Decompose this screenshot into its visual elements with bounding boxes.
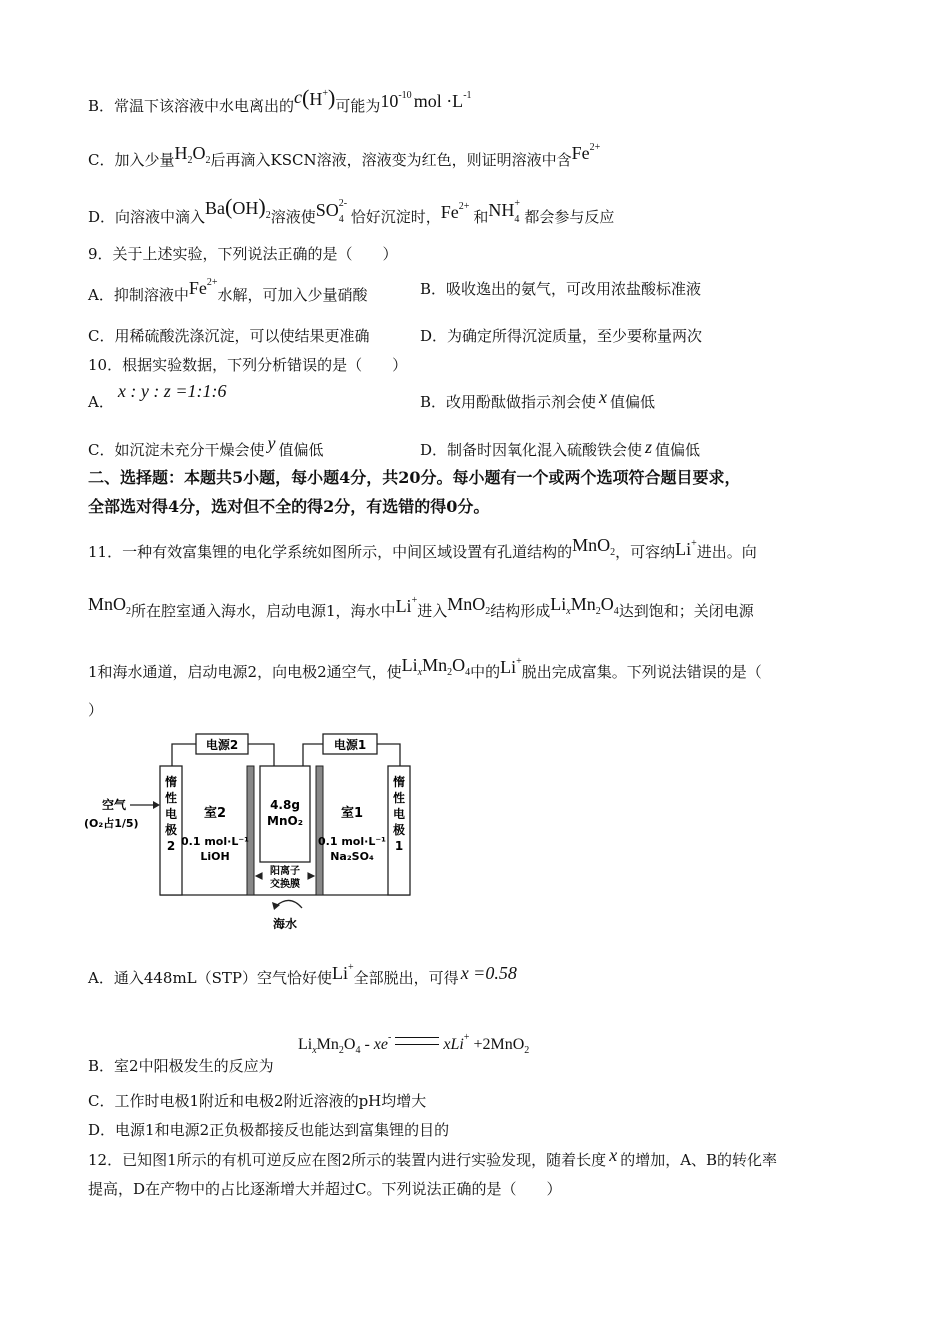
q8-option-b: B．常温下该溶液中水电离出的c(H+)可能为$10^{-10}$ mol $\cdot L^{-1}$	[88, 85, 472, 115]
room-2-concentration: 0.1 mol·L⁻¹	[181, 835, 249, 848]
electrode-1-char-1: 惰	[392, 775, 406, 789]
section-2-heading-line2: 全部选对得4分，选对但不全的得2分，有选错的得0分。	[88, 497, 490, 516]
q11-option-b: B．室2中阳极发生的反应为	[88, 1057, 274, 1075]
seawater-curve-arrow	[276, 900, 302, 908]
cation-exchange-membrane-left	[247, 766, 254, 895]
membrane-arrow-right	[308, 873, 314, 879]
room-1-label: 室1	[340, 806, 364, 821]
room-2-solution: LiOH	[200, 850, 230, 863]
q11-stem-line4: ）	[88, 701, 104, 719]
q11-option-d: D．电源1和电源2正负极都接反也能达到富集锂的目的	[88, 1121, 450, 1139]
power-source-1-label: 电源1	[333, 738, 367, 752]
membrane-label-line1: 阳离子	[270, 866, 300, 877]
cation-exchange-membrane-right	[316, 766, 323, 895]
q12-stem-line1: 12．已知图1所示的有机可逆反应在图2所示的装置内进行实验发现，随着长度 x 的增加，A、B的转化率	[88, 1145, 778, 1169]
electrode-2-char-5: 2	[166, 839, 176, 853]
electrode-2-char-4: 极	[164, 823, 178, 837]
electrode-1-char-4: 极	[392, 823, 406, 837]
air-arrow-head	[153, 801, 160, 809]
q10-option-b: B．改用酚酞做指示剂会使 x 值偏低	[420, 387, 656, 411]
electrochemical-cell-diagram	[80, 730, 420, 935]
mno2-formula: MnO₂	[267, 814, 303, 828]
mno2-mass: 4.8g	[270, 798, 300, 812]
air-label: 空气	[102, 798, 127, 812]
q10-option-a: A．x : y : z =1:1:6	[88, 381, 227, 411]
q10-stem: 10．根据实验数据，下列分析错误的是（ ）	[88, 356, 408, 374]
seawater-label: 海水	[272, 917, 298, 931]
electrode-1-char-5: 1	[394, 839, 404, 853]
q11-stem-line2: MnO$_2$所在腔室通入海水，启动电源1，海水中Li+进入MnO$_2$结构形成$Li_xMn_2O_4$达到饱和；关闭电源	[88, 594, 754, 620]
q11-option-b-equation: $Li_xMn_2O_4 - xe^-$ xLi+ +2MnO$_2$	[298, 1032, 530, 1056]
electrode-2-char-1: 惰	[164, 775, 178, 789]
membrane-label-line2: 交换膜	[270, 879, 300, 890]
electrode-1-char-3: 电	[392, 807, 406, 821]
q11-option-c: C．工作时电极1附近和电极2附近溶液的pH均增大	[88, 1092, 427, 1110]
electrode-1-char-2: 性	[392, 791, 406, 805]
q8-option-d: D．向溶液中滴入Ba(OH)$^2$溶液使SO 2- 4 恰好沉淀时，$Fe^{2+}$和NH + 4 都会参与反应	[88, 194, 615, 226]
q9-option-c: C．用稀硫酸洗涤沉淀，可以使结果更准确	[88, 327, 370, 345]
q9-option-a: A．抑制溶液中$Fe^{2+}$水解，可加入少量硝酸	[88, 277, 368, 304]
room-1-solution: Na₂SO₄	[330, 850, 374, 863]
q11-option-a: A．通入448mL（STP）空气恰好使Li+全部脱出，可得 x =0.58	[88, 962, 517, 987]
room-2-label: 室2	[203, 806, 227, 821]
room-1-concentration: 0.1 mol·L⁻¹	[318, 835, 386, 848]
q11-stem-line1: 11．一种有效富集锂的电化学系统如图所示，中间区域设置有孔道结构的MnO$_2$，可容纳Li+进出。向	[88, 535, 757, 561]
q9-stem: 9．关于上述实验，下列说法正确的是（ ）	[88, 245, 398, 263]
power-source-2-label: 电源2	[205, 738, 239, 752]
q9-option-d: D．为确定所得沉淀质量，至少要称量两次	[420, 327, 703, 345]
air-composition: (O₂占1/5)	[84, 817, 139, 830]
q12-stem-line2: 提高，D在产物中的占比逐渐增大并超过C。下列说法正确的是（ ）	[88, 1180, 562, 1198]
q9-option-b: B．吸收逸出的氨气，可改用浓盐酸标准液	[420, 280, 702, 298]
q11-stem-line3: 1和海水通道，启动电源2，向电极2通空气，使$Li_xMn_2O_4$中的Li+脱出完成富集。下列说法错误的是（	[88, 655, 762, 681]
q8-option-c: C．加入少量$H_2O_2$后再滴入KSCN溶液，溶液变为红色，则证明溶液中含$Fe^{2+}$	[88, 142, 601, 169]
membrane-arrow-left	[256, 873, 262, 879]
section-2-heading-line1: 二、选择题：本题共5小题，每小题4分，共20分。每小题有一个或两个选项符合题目要求，	[88, 468, 741, 487]
q10-option-c: C．如沉淀未充分干燥会使 y 值偏低	[88, 433, 324, 459]
electrode-2-char-3: 电	[164, 807, 178, 821]
electrode-2-char-2: 性	[164, 791, 178, 805]
q10-option-d: D．制备时因氧化混入硫酸铁会使 z 值偏低	[420, 437, 701, 459]
